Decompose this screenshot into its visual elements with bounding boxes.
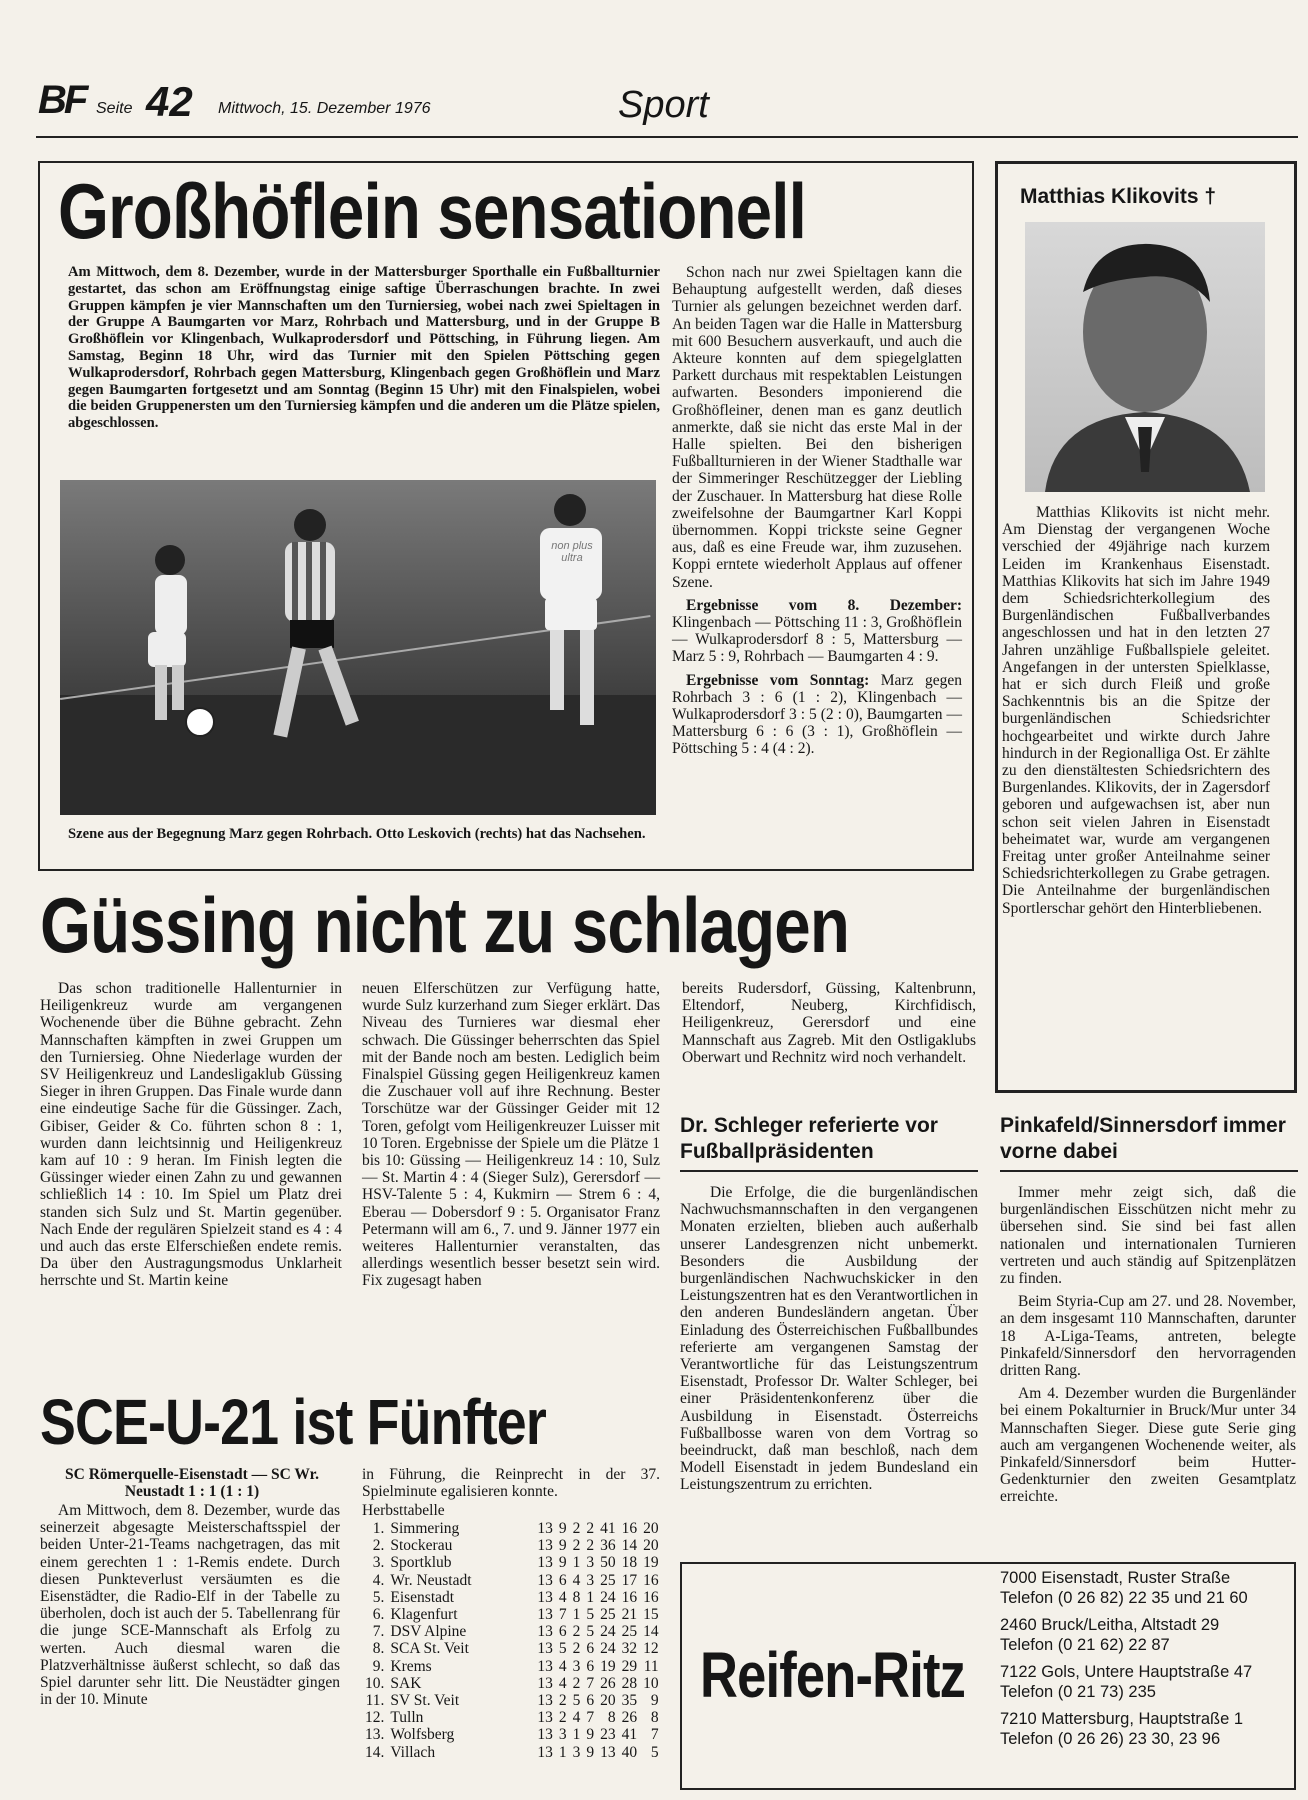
jersey-text: non plus ultra bbox=[551, 540, 593, 564]
table-team: DSV Alpine bbox=[390, 1623, 467, 1641]
table-cell: 13. bbox=[365, 1726, 385, 1744]
table-cell: 25 bbox=[600, 1606, 616, 1624]
table-cell: 35 bbox=[621, 1692, 638, 1710]
table-cell: 50 bbox=[600, 1554, 616, 1572]
table-cell: 29 bbox=[621, 1657, 638, 1675]
table-cell: 6 bbox=[586, 1692, 595, 1710]
table-cell: 8 bbox=[650, 1709, 659, 1727]
table-cell: 8 bbox=[572, 1588, 581, 1606]
table-cell: 2 bbox=[572, 1537, 581, 1555]
table-cell: 13 bbox=[537, 1520, 553, 1537]
table-team: Wr. Neustadt bbox=[390, 1571, 472, 1589]
table-cell: 5 bbox=[650, 1743, 659, 1761]
table-cell: 4 bbox=[558, 1674, 567, 1692]
table-cell: 5 bbox=[572, 1692, 581, 1710]
portrait-illustration bbox=[1025, 222, 1265, 492]
headline-guessing: Güssing nicht zu schlagen bbox=[40, 881, 850, 969]
table-cell: 5. bbox=[372, 1588, 385, 1606]
table-cell: 13 bbox=[537, 1537, 553, 1555]
masthead-section: Sport bbox=[618, 84, 709, 126]
table-cell: 3. bbox=[372, 1554, 385, 1572]
table-row bbox=[362, 1623, 662, 1640]
table-team: Sportklub bbox=[390, 1554, 452, 1572]
schleger-rule bbox=[680, 1170, 978, 1172]
table-cell: 32 bbox=[621, 1640, 638, 1658]
advert-address: 7122 Gols, Untere Hauptstraße 47 bbox=[1000, 1663, 1253, 1681]
table-team: SCA St. Veit bbox=[390, 1640, 469, 1658]
table-cell: 9 bbox=[558, 1520, 567, 1537]
results-sunday-label: Ergebnisse vom Sonntag: bbox=[686, 671, 870, 689]
table-cell: 13 bbox=[537, 1692, 553, 1710]
pinkafeld-p3: Am 4. Dezember wurden die Burgenländer bei einem Pokalturnier in Bruck/Mur unter 34 Mannschaften Sieger. Diese gute Serie ging auch am vergangenen Wochenende weiter, als Pinkafeld/Sinnersdorf beim Hutter-Gedenkturnier den zweiten Gesamtplatz erreichte. bbox=[1000, 1385, 1296, 1506]
table-cell: 9 bbox=[558, 1554, 567, 1572]
table-cell: 9 bbox=[586, 1743, 595, 1761]
advert-brand: Reifen-Ritz bbox=[700, 1639, 966, 1711]
table-cell: 36 bbox=[600, 1537, 616, 1555]
table-cell: 14 bbox=[621, 1537, 638, 1555]
table-cell: 4 bbox=[572, 1571, 581, 1589]
masthead-page-number: 42 bbox=[146, 78, 193, 125]
table-cell: 1. bbox=[372, 1520, 385, 1537]
advert-phone: Telefon (0 26 82) 22 35 und 21 60 bbox=[1000, 1589, 1248, 1607]
table-cell: 4 bbox=[558, 1657, 567, 1675]
table-cell: 8. bbox=[372, 1640, 385, 1658]
table-cell: 13 bbox=[600, 1743, 616, 1761]
table-row bbox=[362, 1537, 662, 1554]
pinkafeld-body bbox=[1000, 1184, 1296, 1506]
table-cell: 24 bbox=[600, 1640, 616, 1658]
photo-caption: Szene aus der Begegnung Marz gegen Rohrbach. Otto Leskovich (rechts) hat das Nachsehen. bbox=[68, 826, 646, 842]
table-cell: 13 bbox=[537, 1709, 553, 1727]
table-cell: 41 bbox=[600, 1520, 616, 1537]
sce-match: SC Römerquelle-Eisenstadt — SC Wr. Neustadt 1 : 1 (1 : 1) bbox=[65, 1466, 319, 1501]
table-cell: 26 bbox=[600, 1674, 616, 1692]
table-cell: 5 bbox=[558, 1640, 567, 1658]
players-illustration bbox=[60, 480, 656, 815]
table-cell: 24 bbox=[600, 1623, 616, 1641]
table-cell: 7 bbox=[558, 1606, 567, 1624]
table-cell: 10 bbox=[643, 1674, 659, 1692]
table-row bbox=[362, 1709, 662, 1726]
table-cell: 13 bbox=[537, 1588, 553, 1606]
table-cell: 3 bbox=[558, 1726, 567, 1744]
table-cell: 13 bbox=[537, 1640, 553, 1658]
table-cell: 13 bbox=[537, 1571, 553, 1589]
table-cell: 2 bbox=[572, 1623, 581, 1641]
table-cell: 3 bbox=[586, 1554, 595, 1572]
table-cell: 15 bbox=[643, 1606, 659, 1624]
table-team: Simmering bbox=[390, 1520, 460, 1537]
table-cell: 26 bbox=[621, 1709, 638, 1727]
table-cell: 24 bbox=[600, 1588, 616, 1606]
table-cell: 2 bbox=[572, 1640, 581, 1658]
table-cell: 2 bbox=[572, 1674, 581, 1692]
table-row bbox=[362, 1554, 662, 1571]
table-cell: 1 bbox=[572, 1606, 581, 1624]
advert-address: 7000 Eisenstadt, Ruster Straße bbox=[1000, 1569, 1231, 1587]
table-team: Stockerau bbox=[390, 1537, 453, 1555]
table-cell: 23 bbox=[600, 1726, 616, 1744]
table-row bbox=[362, 1606, 662, 1623]
pinkafeld-p1: Immer mehr zeigt sich, daß die burgenländischen Eisschützen nicht mehr zu übersehen sind. Sie sind bei fast allen nationalen und internationalen Turnieren vertreten und auch ständig auf Spitzenplätzen zu finden. bbox=[1000, 1184, 1296, 1288]
table-cell: 16 bbox=[643, 1571, 659, 1589]
league-table bbox=[362, 1520, 662, 1761]
table-cell: 5 bbox=[586, 1623, 595, 1641]
table-cell: 2 bbox=[558, 1692, 567, 1710]
body-grosshoeflein-text: Schon nach nur zwei Spieltagen kann die Behauptung aufgestellt werden, daß dieses Turnier als gelungen bezeichnet werden darf. An beiden Tagen war die Halle in Mattersburg mit 600 Besuchern ausverkauft, und auch die Akteure konnten auf dem spiegelglatten Parkett durchaus mit respektablen Leistungen aufwarten. Besonders imponierend die Großhöfleiner, denen man es ganz deutlich anmerkte, daß sie nicht das erste Mal in der Halle spielten. Bei den bisherigen Fußballturnieren in der Wiener Stadthalle war der Simmeringer Reschützegger der Liebling der Zuschauer. In Mattersburg hat diese Rolle zweifelsohne der Baumgartner Karl Koppi übernommen. Koppi trickste seine Gegner aus, daß es eine Freude war, ihm zuzusehen. Koppi erntete wiederholt Applaus auf offener Szene. bbox=[672, 264, 962, 591]
table-cell: 2 bbox=[572, 1520, 581, 1537]
table-cell: 14 bbox=[643, 1623, 659, 1641]
table-cell: 13 bbox=[537, 1743, 553, 1761]
table-cell: 2 bbox=[558, 1709, 567, 1727]
table-cell: 9 bbox=[558, 1537, 567, 1555]
guessing-col1: Das schon traditionelle Hallenturnier in Heiligenkreuz wurde am vergangenen Wochenende über die Bühne gebracht. Zehn Mannschaften kämpften in zwei Gruppen um den Turniersieg. Ohne Niederlage wurden der SV Heiligenkreuz und Landesligaklub Güssing Sieger in ihren Gruppen. Das Finale wurde dann eine eindeutige Sache für die Güssinger. Zach, Gibiser, Geider & Co. führten schon 8 : 1, wurden dann leichtsinnig und Heiligenkreuz kam auf 10 : 9 heran. Im Finish legten die Güssinger wieder einen Zahn zu und gewannen schließlich 14 : 10. Im Spiel um Platz drei standen sich Sulz und St. Martin gegenüber. Nach Ende der regulären Spielzeit stand es 4 : 4 und auch das erste Elferschießen endete remis. Da über den Austragungsmodus Unklarheit herrschte und St. Martin keine bbox=[40, 980, 342, 1290]
table-cell: 13 bbox=[537, 1606, 553, 1624]
obituary-title: Matthias Klikovits † bbox=[1020, 185, 1217, 208]
table-label: Herbsttabelle bbox=[362, 1502, 445, 1519]
lead-grosshoeflein: Am Mittwoch, dem 8. Dezember, wurde in der Mattersburger Sporthalle ein Fußballturnier gestartet, das schon am Eröffnungstag einige saftige Überraschungen brachte. In zwei Gruppen kämpfen je vier Mannschaften um den Turniersieg, wobei nach zwei Spieltagen in der Gruppe A Baumgarten vor Marz, Rohrbach und Mattersburg, und in der Gruppe B Großhöflein vor Klingenbach, Wulkaprodersdorf und Pöttsching, in Führung liegen. Am Samstag, Beginn 18 Uhr, wird das Turnier mit den Spielen Pöttsching gegen Wulkaprodersdorf, Rohrbach gegen Mattersburg, Klingenbach gegen Großhöflein und Marz gegen Baumgarten fortgesetzt und am Sonntag (Beginn 15 Uhr) mit den Finalspielen, wobei die beiden Gruppenersten um den Turniersieg kämpfen und die anderen um die Plätze spielen, abgeschlossen. bbox=[68, 264, 660, 432]
headline-pinkafeld: Pinkafeld/Sinnersdorf immer vorne dabei bbox=[1000, 1114, 1286, 1163]
table-cell: 40 bbox=[621, 1743, 638, 1761]
headline-schleger: Dr. Schleger referierte vor Fußballpräsidenten bbox=[680, 1114, 938, 1163]
table-cell: 6 bbox=[558, 1623, 567, 1641]
guessing-col2: neuen Elferschützen zur Verfügung hatte, wurde Sulz kurzerhand zum Sieger erklärt. Das Niveau des Turnieres war diesmal eher schwach. Die Güssinger beherrschten das Spiel mit der Bande noch am besten. Lediglich beim Finalspiel Güssing gegen Heiligenkreuz kamen die Zuschauer voll auf ihre Rechnung. Bester Torschütze war der Güssinger Geider mit 12 Toren, gefolgt vom Heiligenkreuzer Luisser mit 10 Toren. Ergebnisse der Spiele um die Plätze 1 bis 10: Güssing — Heiligenkreuz 14 : 10, Sulz — St. Martin 4 : 4 (Sieger Sulz), Gerersdorf — HSV-Talente 5 : 4, Kukmirn — Strem 6 : 4, Eberau — Dobersdorf 9 : 5. Organisator Franz Petermann will am 6., 7. und 9. Jänner 1977 ein weiteres Hallenturnier veranstalten, das allerdings wesentlich besser besetzt sein wird. Fix zugesagt haben bbox=[362, 980, 660, 1290]
table-row bbox=[362, 1589, 662, 1606]
masthead bbox=[38, 78, 1298, 134]
pinkafeld-rule bbox=[1000, 1170, 1298, 1172]
table-cell: 3 bbox=[572, 1743, 581, 1761]
sce-col2: in Führung, die Reinprecht in der 37. Spielminute egalisieren konnte. bbox=[362, 1466, 660, 1501]
results-day1 bbox=[672, 597, 962, 666]
table-team: SV St. Veit bbox=[390, 1692, 460, 1710]
table-cell: 2 bbox=[586, 1537, 595, 1555]
sce-col1: Am Mittwoch, dem 8. Dezember, wurde das seinerzeit abgesagte Meisterschaftsspiel der beiden Unter-21-Teams nachgetragen, das mit einem gerechten 1 : 1-Remis endete. Durch diesen Punkteverlust versäumten es die Eisenstädter, die Radio-Elf in der Tabelle zu überholen, doch ist auch der 5. Tabellenrang für die junge SCE-Mannschaft als Erfolg zu werten. Auch diesmal waren die Platzverhältnisse äußerst schlecht, so daß das Spiel darunter sehr litt. Die Neustädter gingen in der 10. Minute bbox=[40, 1502, 340, 1709]
match-photo bbox=[60, 480, 656, 815]
table-cell: 2. bbox=[372, 1537, 385, 1555]
table-team: SAK bbox=[390, 1674, 422, 1692]
masthead-date: Mittwoch, 15. Dezember 1976 bbox=[218, 100, 431, 117]
pinkafeld-p2: Beim Styria-Cup am 27. und 28. November, an dem insgesamt 110 Mannschaften, darunter 18 A-Liga-Teams, antreten, belegte Pinkafeld/Sinnersdorf den hervorragenden dritten Rang. bbox=[1000, 1293, 1296, 1380]
results-day1-label: Ergebnisse vom 8. Dezember: bbox=[686, 596, 962, 614]
table-cell: 1 bbox=[572, 1726, 581, 1744]
table-cell: 28 bbox=[621, 1674, 638, 1692]
table-cell: 20 bbox=[643, 1520, 659, 1537]
masthead-page-label: Seite bbox=[96, 100, 133, 117]
table-row bbox=[362, 1572, 662, 1589]
table-cell: 21 bbox=[621, 1606, 638, 1624]
table-row bbox=[362, 1658, 662, 1675]
table-cell: 12. bbox=[365, 1709, 385, 1727]
table-cell: 4 bbox=[558, 1588, 567, 1606]
table-row bbox=[362, 1692, 662, 1709]
table-cell: 13 bbox=[537, 1554, 553, 1572]
table-cell: 5 bbox=[586, 1606, 595, 1624]
table-cell: 14. bbox=[365, 1743, 385, 1761]
table-cell: 1 bbox=[572, 1554, 581, 1572]
results-day1-text: Klingenbach — Pöttsching 11 : 3, Großhöflein — Wulkaprodersdorf 8 : 5, Mattersburg — Marz 5 : 9, Rohrbach — Baumgarten 4 : 9. bbox=[672, 614, 963, 666]
advert-phone: Telefon (0 26 26) 23 30, 23 96 bbox=[1000, 1730, 1221, 1748]
table-row bbox=[362, 1520, 662, 1537]
guessing-col3: bereits Rudersdorf, Güssing, Kaltenbrunn, Eltendorf, Neuberg, Kirchfidisch, Heiligenkreuz, Gerersdorf und eine Mannschaft aus Zagreb. Mit den Ostligaklubs Oberwart und Rechnitz wird noch verhandelt. bbox=[682, 980, 976, 1066]
table-cell: 10. bbox=[365, 1674, 385, 1692]
table-cell: 13 bbox=[537, 1657, 553, 1675]
table-cell: 12 bbox=[643, 1640, 659, 1658]
table-cell: 6. bbox=[372, 1606, 385, 1624]
table-row bbox=[362, 1744, 662, 1761]
results-sunday-text: Marz gegen Rohrbach 3 : 6 (1 : 2), Klingenbach — Wulkaprodersdorf 3 : 5 (2 : 0), Baumgarten — Mattersburg 6 : 6 (3 : 1), Großhöflein — Pöttsching 5 : 4 (4 : 2). bbox=[672, 671, 963, 758]
schleger-body: Die Erfolge, die die burgenländischen Nachwuchsmannschaften in den vergangenen Monaten erzielten, blieben auch außerhalb unserer Landesgrenzen nicht unbemerkt. Besonders die Ausbildung der burgenländischen Nachwuchskicker in den Leistungszentren hat es den Verantwortlichen in den anderen Bundesländern angetan. Über Einladung des Österreichischen Fußballbundes referierte am vergangenen Samstag der Verantwortliche für das Leistungszentrum Eisenstadt, Professor Dr. Walter Schleger, bei einer Präsidentenkonferenz über die Ausbildung in Eisenstadt. Österreichs Fußballbosse waren von dem Vortrag so beeindruckt, daß man beschloß, nach dem Modell Eisenstadt in jedem Bundesland ein Leistungszentrum zu errichten. bbox=[680, 1184, 978, 1494]
table-cell: 18 bbox=[621, 1554, 638, 1572]
results-sunday bbox=[672, 672, 962, 758]
table-row bbox=[362, 1726, 662, 1743]
table-cell: 20 bbox=[600, 1692, 616, 1710]
portrait-photo bbox=[1025, 222, 1265, 492]
table-cell: 7 bbox=[650, 1726, 659, 1744]
table-cell: 1 bbox=[558, 1743, 567, 1761]
table-cell: 9. bbox=[372, 1657, 385, 1675]
table-cell: 13 bbox=[537, 1726, 553, 1744]
table-row bbox=[362, 1675, 662, 1692]
table-cell: 7 bbox=[586, 1709, 595, 1727]
table-cell: 13 bbox=[537, 1674, 553, 1692]
advert-address: 7210 Mattersburg, Hauptstraße 1 bbox=[1000, 1710, 1244, 1728]
table-cell: 11. bbox=[365, 1692, 385, 1710]
table-cell: 4 bbox=[572, 1709, 581, 1727]
table-cell: 19 bbox=[600, 1657, 616, 1675]
obituary-text: Matthias Klikovits ist nicht mehr. Am Dienstag der vergangenen Woche verschied der 49jährige nach kurzem Leiden im Krankenhaus Eisenstadt. Matthias Klikovits hat sich im Jahre 1949 dem Schiedsrichterkollegium des Burgenländischen Fußballverbandes angeschlossen und hat in den letzten 27 Jahren unzählige Fußballspiele geleitet. Angefangen in der untersten Spielklasse, hat er sich durch Fleiß und große Sachkenntnis bis an die Spitze der burgenländischen Schiedsrichter hochgearbeitet und wirkte durch Jahre hindurch in der Regionalliga Ost. Er zählte zu den dienstältesten Schiedsrichtern des Burgenlandes. Klikovits, der in Zagersdorf geboren und aufgewachsen ist, aber nun schon seit vielen Jahren in Eisenstadt beheimatet war, wurde am vergangenen Freitag unter großer Anteilnahme seiner Schiedsrichterkollegen zu Grabe getragen. Die Anteilnahme der burgenländischen Sportlerschar gehört den Hinterbliebenen. bbox=[1002, 504, 1270, 917]
table-cell: 19 bbox=[643, 1554, 659, 1572]
table-team: Eisenstadt bbox=[390, 1588, 455, 1606]
table-cell: 13 bbox=[537, 1623, 553, 1641]
table-cell: 16 bbox=[643, 1588, 659, 1606]
table-cell: 6 bbox=[586, 1657, 595, 1675]
table-team: Wolfsberg bbox=[390, 1726, 455, 1744]
table-cell: 17 bbox=[621, 1571, 638, 1589]
table-row bbox=[362, 1640, 662, 1657]
headline-grosshoeflein: Großhöflein sensationell bbox=[58, 167, 806, 255]
table-cell: 25 bbox=[621, 1623, 638, 1641]
table-cell: 1 bbox=[586, 1588, 595, 1606]
table-cell: 3 bbox=[586, 1571, 595, 1589]
table-cell: 4. bbox=[372, 1571, 385, 1589]
table-cell: 8 bbox=[607, 1709, 616, 1727]
advert-addresses bbox=[1000, 1568, 1290, 1749]
masthead-logo: BF bbox=[38, 78, 86, 122]
table-cell: 3 bbox=[572, 1657, 581, 1675]
advert-phone: Telefon (0 21 73) 235 bbox=[1000, 1683, 1156, 1701]
table-cell: 7 bbox=[586, 1674, 595, 1692]
masthead-rule bbox=[36, 136, 1298, 138]
table-cell: 11 bbox=[643, 1657, 659, 1675]
table-cell: 9 bbox=[586, 1726, 595, 1744]
table-cell: 2 bbox=[586, 1520, 595, 1537]
table-cell: 25 bbox=[600, 1571, 616, 1589]
advert-address: 2460 Bruck/Leitha, Altstadt 29 bbox=[1000, 1616, 1220, 1634]
table-team: Villach bbox=[390, 1743, 436, 1761]
table-cell: 7. bbox=[372, 1623, 385, 1641]
table-team: Krems bbox=[390, 1657, 432, 1675]
table-team: Klagenfurt bbox=[390, 1606, 458, 1624]
table-cell: 6 bbox=[558, 1571, 567, 1589]
body-grosshoeflein bbox=[672, 264, 962, 758]
table-team: Tulln bbox=[390, 1709, 424, 1727]
table-cell: 16 bbox=[621, 1588, 638, 1606]
advert-phone: Telefon (0 21 62) 22 87 bbox=[1000, 1636, 1170, 1654]
table-cell: 20 bbox=[643, 1537, 659, 1555]
table-cell: 6 bbox=[586, 1640, 595, 1658]
table-cell: 41 bbox=[621, 1726, 638, 1744]
table-cell: 16 bbox=[621, 1520, 638, 1537]
table-cell: 9 bbox=[650, 1692, 659, 1710]
headline-sce: SCE-U-21 ist Fünfter bbox=[40, 1386, 546, 1458]
